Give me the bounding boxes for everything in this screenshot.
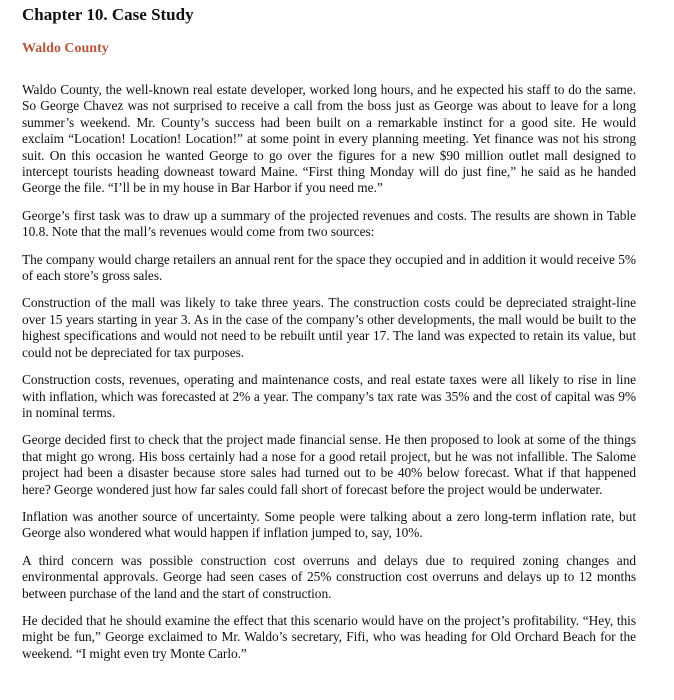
paragraph-1: Waldo County, the well-known real estate developer, worked long hours, and he expected his staff to do the same. So George Chavez was not surprised to receive a call from the boss just as George was about to leave for a long summer’s weekend. Mr. County’s success had been built on a remarkable instinct for a good site. He would exclaim “Location! Location! Location!” at some point in every planning meeting. Yet finance was not his strong suit. On this occasion he wanted George to go over the figures for a new $90 million outlet mall designed to intercept tourists heading downeast toward Maine. “First thing Monday will do just fine,” he said as he handed George the file. “I’ll be in my house in Bar Harbor if you need me.” [22, 82, 636, 196]
paragraph-2: George’s first task was to draw up a summary of the projected revenues and costs. The results are shown in Table 10.8. Note that the mall’s revenues would come from two sources: [22, 207, 636, 240]
chapter-title: Chapter 10. Case Study [22, 5, 194, 24]
case-study-body [22, 82, 636, 673]
paragraph-7: Inflation was another source of uncertainty. Some people were talking about a zero long-term inflation rate, but George also wondered what would happen if inflation jumped to, say, 10%. [22, 508, 636, 541]
paragraph-8: A third concern was possible construction cost overruns and delays due to required zoning changes and environmental approvals. George had seen cases of 25% construction cost overruns and delays up to 12 months between purchase of the land and the start of construction. [22, 552, 636, 601]
paragraph-3: The company would charge retailers an annual rent for the space they occupied and in addition it would receive 5% of each store’s gross sales. [22, 251, 636, 284]
paragraph-9: He decided that he should examine the effect that this scenario would have on the project’s profitability. “Hey, this might be fun,” George exclaimed to Mr. Waldo’s secretary, Fifi, who was heading for Old Orchard Beach for the weekend. “I might even try Monte Carlo.” [22, 612, 636, 661]
section-title: Waldo County [22, 41, 109, 56]
paragraph-4: Construction of the mall was likely to take three years. The construction costs could be depreciated straight-line over 15 years starting in year 3. As in the case of the company’s other developments, the mall would be built to the highest specifications and would not need to be rebuilt until year 17. The land was expected to retain its value, but could not be depreciated for tax purposes. [22, 295, 636, 360]
paragraph-5: Construction costs, revenues, operating and maintenance costs, and real estate taxes were all likely to rise in line with inflation, which was forecasted at 2% a year. The company’s tax rate was 35% and the cost of capital was 9% in nominal terms. [22, 372, 636, 420]
paragraph-6: George decided first to check that the project made financial sense. He then proposed to look at some of the things that might go wrong. His boss certainly had a nose for a good retail project, but he was not infallible. The Salome project had been a disaster because store sales had turned out to be 40% below forecast. What if that happened here? George wondered just how far sales could fall short of forecast before the project would be underwater. [22, 432, 636, 497]
